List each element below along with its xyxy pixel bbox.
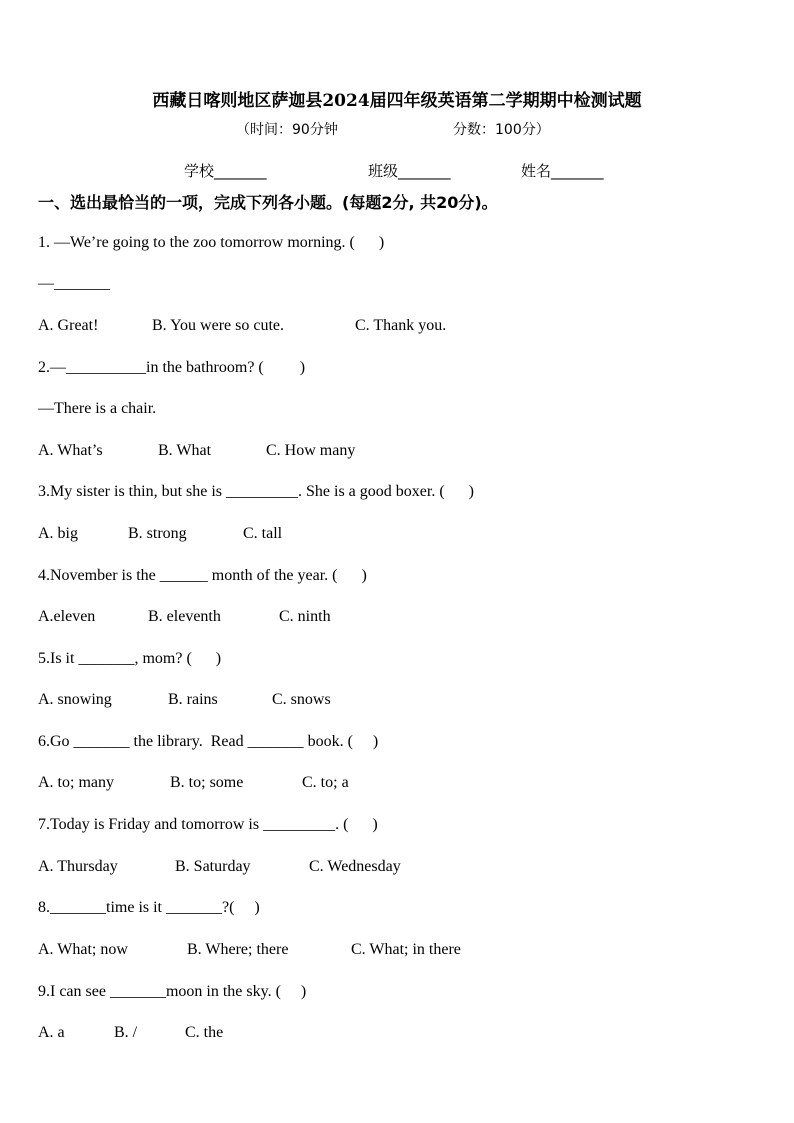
question-8-stem: 8._______time is it _______?( ): [38, 899, 260, 916]
name-field: 姓名_______: [521, 162, 604, 180]
question-1-response: —_______: [38, 275, 110, 292]
question-8-option-c: C. What; in there: [351, 941, 461, 958]
question-3-option-c: C. tall: [243, 525, 283, 542]
question-1-option-c: C. Thank you.: [355, 317, 447, 334]
question-9-option-c: C. the: [185, 1024, 224, 1041]
question-5-option-a: A. snowing: [38, 691, 112, 708]
question-3-option-b: B. strong: [128, 525, 187, 542]
question-6-option-c: C. to; a: [302, 774, 349, 791]
class-field: 班级_______: [368, 162, 451, 180]
question-5-option-c: C. snows: [272, 691, 331, 708]
question-2-option-a: A. What’s: [38, 442, 103, 459]
question-1-stem: 1. —We’re going to the zoo tomorrow morning. ( ): [38, 234, 385, 251]
question-7-option-a: A. Thursday: [38, 858, 118, 875]
question-6-option-b: B. to; some: [170, 774, 244, 791]
school-field: 学校_______: [184, 162, 267, 180]
question-4-option-a: A.eleven: [38, 608, 96, 625]
question-7-option-b: B. Saturday: [175, 858, 251, 875]
question-9-stem: 9.I can see _______moon in the sky. ( ): [38, 983, 307, 1000]
section-heading: 一、选出最恰当的一项，完成下列各小题。(每题2分, 共20分)。: [38, 193, 498, 212]
question-2-stem: 2.—__________in the bathroom? ( ): [38, 359, 306, 376]
question-1-option-b: B. You were so cute.: [152, 317, 284, 334]
question-1-option-a: A. Great!: [38, 317, 99, 334]
question-7-stem: 7.Today is Friday and tomorrow is _________. ( ): [38, 816, 378, 833]
question-9-option-a: A. a: [38, 1024, 65, 1041]
question-7-option-c: C. Wednesday: [309, 858, 401, 875]
question-6-option-a: A. to; many: [38, 774, 114, 791]
exam-time: （时间：90分钟: [236, 122, 338, 138]
question-8-option-b: B. Where; there: [187, 941, 289, 958]
question-2-option-b: B. What: [158, 442, 212, 459]
document-title: 西藏日喀则地区萨迦县2024届四年级英语第二学期期中检测试题: [152, 91, 642, 111]
question-4-option-b: B. eleventh: [148, 608, 221, 625]
question-4-option-c: C. ninth: [279, 608, 331, 625]
question-9-option-b: B. /: [114, 1024, 138, 1041]
question-6-stem: 6.Go _______ the library. Read _______ book. ( ): [38, 733, 379, 750]
question-5-stem: 5.Is it _______, mom? ( ): [38, 650, 222, 667]
question-3-stem: 3.My sister is thin, but she is _________. She is a good boxer. ( ): [38, 483, 474, 500]
question-3-option-a: A. big: [38, 525, 78, 542]
question-4-stem: 4.November is the ______ month of the year. ( ): [38, 567, 367, 584]
question-2-response: —There is a chair.: [38, 400, 157, 417]
question-8-option-a: A. What; now: [38, 941, 128, 958]
question-2-option-c: C. How many: [266, 442, 356, 459]
exam-score: 分数：100分）: [453, 122, 550, 138]
question-5-option-b: B. rains: [168, 691, 218, 708]
